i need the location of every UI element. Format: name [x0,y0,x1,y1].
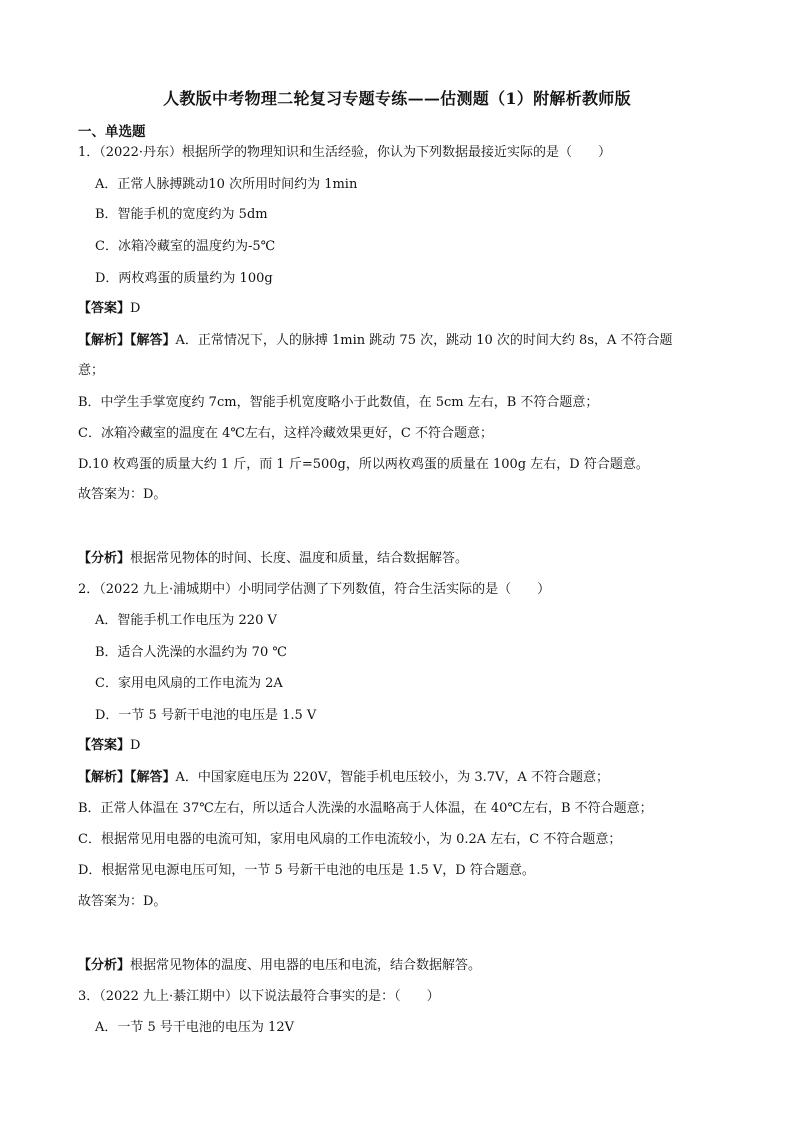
question-2-analysis-line-2: B．正常人体温在 37℃左右，所以适合人洗澡的水温略高于人体温，在 40℃左右，B 不符合题意； [78,801,653,816]
answer-value: D [130,738,141,753]
question-1-answer [78,300,140,318]
analysis-label: 【解析】【解答】 [78,770,176,785]
answer-label: 【答案】 [78,738,131,753]
question-1-analysis-line-5: D.10 枚鸡蛋的质量大约 1 斤，而 1 斤=500g，所以两枚鸡蛋的质量在 100g 左右，D 符合题意。 [78,457,649,472]
question-1-stem: 1．（2022·丹东）根据所学的物理知识和生活经验，你认为下列数据最接近实际的是（ ） [78,145,611,160]
question-1-analysis-line-4: C．冰箱冷藏室的温度在 4℃左右，这样冷藏效果更好，C 不符合题意； [78,426,493,441]
analysis-text: A．中国家庭电压为 220V，智能手机电压较小，为 3.7V，A 不符合题意； [175,770,609,785]
summary-label: 【分析】 [78,551,131,566]
summary-text: 根据常见物体的温度、用电器的电压和电流，结合数据解答。 [130,958,482,973]
question-2-option-d: D．一节 5 号新干电池的电压是 1.5 V [95,708,317,723]
question-2-analysis-line-1 [78,769,609,787]
question-2-analysis-line-5: 故答案为：D。 [78,894,167,909]
question-3-option-a: A．一节 5 号干电池的电压为 12V [95,1020,294,1035]
analysis-label: 【解析】【解答】 [78,333,176,348]
question-3-stem: 3．（2022 九上·綦江期中）以下说法最符合事实的是：（ ） [78,989,440,1004]
question-1-option-a: A．正常人脉搏跳动10 次所用时间约为 1min [95,177,358,192]
question-2-option-a: A．智能手机工作电压为 220 V [95,613,277,628]
document-title: 人教版中考物理二轮复习专题专练——估测题（1）附解析教师版 [163,89,631,108]
section-heading: 一、单选题 [78,124,146,140]
question-1-analysis-line-6: 故答案为：D。 [78,487,167,502]
summary-text: 根据常见物体的时间、长度、温度和质量，结合数据解答。 [130,551,469,566]
question-1-analysis-line-2: 意； [78,363,105,378]
question-1-option-b: B．智能手机的宽度约为 5dm [95,207,268,222]
question-1-option-c: C．冰箱冷藏室的温度约为-5℃ [95,239,276,254]
analysis-text: A．正常情况下，人的脉搏 1min 跳动 75 次，跳动 10 次的时间大约 8s，A 不符合题 [175,333,673,348]
question-2-option-b: B．适合人洗澡的水温约为 70 ℃ [95,645,287,660]
summary-label: 【分析】 [78,958,131,973]
question-2-summary [78,957,481,975]
question-2-answer [78,737,140,755]
question-1-option-d: D．两枚鸡蛋的质量约为 100g [95,271,273,286]
question-1-summary [78,550,468,568]
question-2-option-c: C．家用电风扇的工作电流为 2A [95,676,283,691]
answer-value: D [130,301,141,316]
question-2-stem: 2．（2022 九上·浦城期中）小明同学估测了下列数值，符合生活实际的是（ ） [78,582,551,597]
question-1-analysis-line-3: B．中学生手掌宽度约 7cm，智能手机宽度略小于此数值，在 5cm 左右，B 不符合题意； [78,395,599,410]
answer-label: 【答案】 [78,301,131,316]
question-2-analysis-line-3: C．根据常见用电器的电流可知，家用电风扇的工作电流较小，为 0.2A 左右，C 不符合题意； [78,832,622,847]
question-2-analysis-line-4: D．根据常见电源电压可知，一节 5 号新干电池的电压是 1.5 V，D 符合题意。 [78,863,535,878]
question-1-analysis-line-1 [78,332,673,350]
